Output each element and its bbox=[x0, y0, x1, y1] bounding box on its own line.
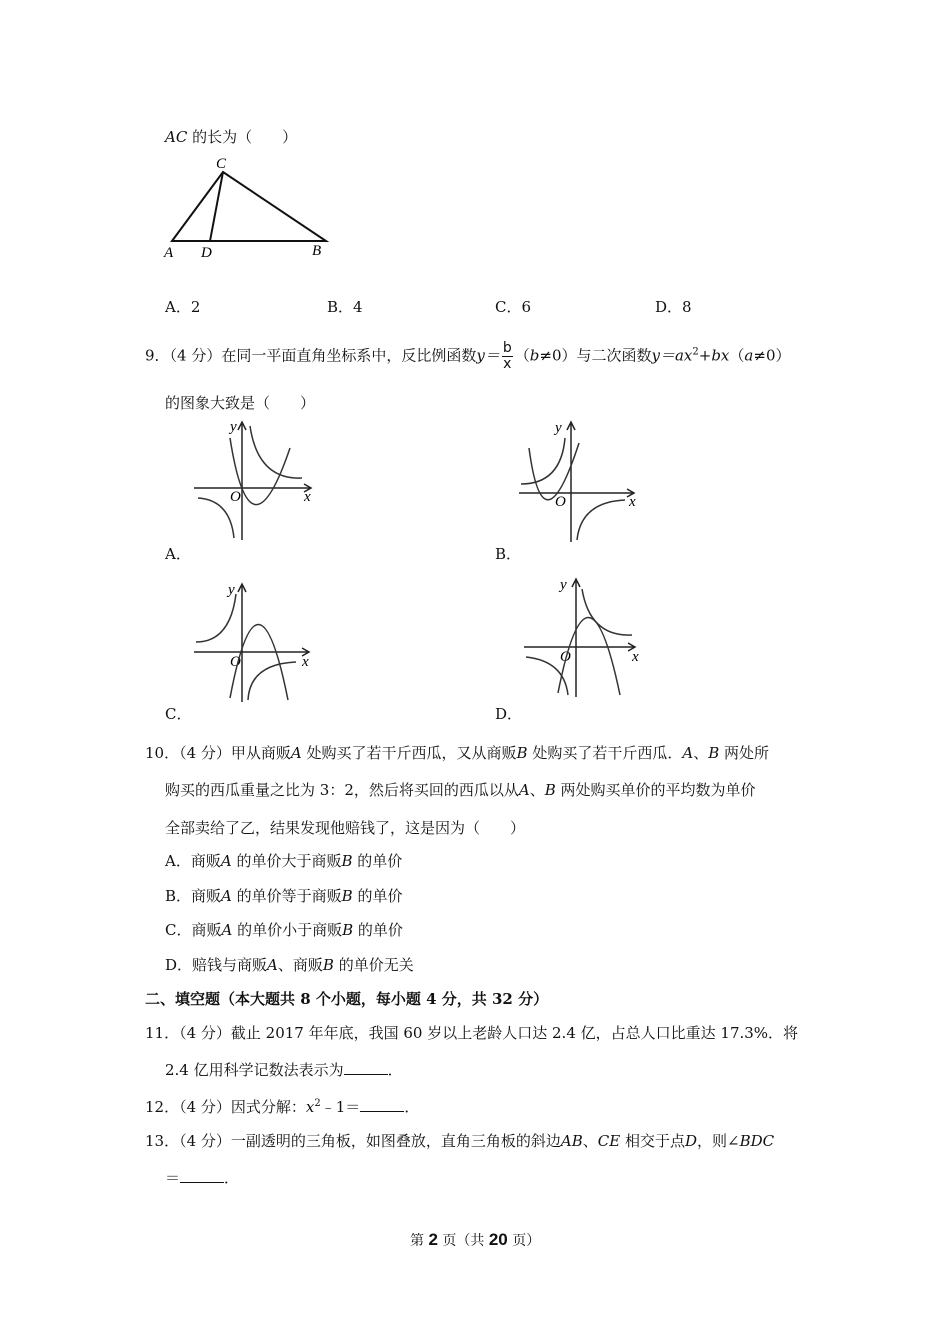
q11-stem-line2: 2.4 亿用科学记数法表示为 ． bbox=[165, 1061, 403, 1079]
q8-stem-tail bbox=[165, 126, 297, 147]
q8-triangle-figure bbox=[160, 150, 340, 265]
q9-graph-a bbox=[190, 418, 325, 543]
label-b: B bbox=[312, 243, 322, 259]
page-number: 2 bbox=[428, 1230, 438, 1249]
section-2-title: 二、填空题（本大题共 8 个小题，每小题 4 分，共 32 分） bbox=[145, 990, 549, 1008]
q11-answer-blank[interactable] bbox=[344, 1060, 388, 1075]
svg-text:y: y bbox=[228, 582, 235, 598]
hyperbola-branch-q1 bbox=[521, 438, 565, 484]
label-a: A bbox=[164, 245, 174, 261]
svg-text:O: O bbox=[230, 654, 241, 670]
q9-option-d[interactable]: D． bbox=[495, 705, 523, 723]
svg-text:O: O bbox=[230, 489, 241, 505]
q10-stem-line1: 10．（4 分）甲从商贩A 处购买了若干斤西瓜，又从商贩B 处购买了若干斤西瓜．A、B 两处所 bbox=[145, 744, 770, 762]
q10-option-b[interactable]: B．商贩A 的单价等于商贩B 的单价 bbox=[165, 887, 403, 905]
q9-option-c[interactable]: C． bbox=[165, 705, 192, 723]
q10-stem-line2: 购买的西瓜重量之比为 3：2，然后将买回的西瓜以从A、B 两处购买单价的平均数为单价 bbox=[165, 781, 756, 799]
q9-stem-line1: 9．（4 分）在同一平面直角坐标系中，反比例函数y＝ $\frac{b}{x}$ （b≠0）与二次函数$y=ax^2+bx(a\ne 0)$ bbox=[145, 340, 791, 372]
hyperbola-branch-q1 bbox=[582, 589, 632, 635]
svg-text:x: x bbox=[302, 654, 309, 670]
q8-option-c[interactable]: C．6 bbox=[495, 298, 532, 316]
svg-text:x: x bbox=[632, 649, 639, 665]
label-c: C bbox=[216, 156, 227, 172]
q9-option-a[interactable]: A． bbox=[165, 545, 191, 563]
svg-text:y: y bbox=[555, 420, 562, 436]
fraction-b-over-x: $\frac{b}{x}$ bbox=[502, 340, 512, 372]
q11-stem-line1: 11．（4 分）截止 2017 年年底，我国 60 岁以上老龄人口达 2.4 亿，占总人口比重达 17.3%．将 bbox=[145, 1024, 799, 1042]
q10-option-d[interactable]: D．赔钱与商贩A、商贩B 的单价无关 bbox=[165, 956, 414, 974]
q13-answer-blank[interactable] bbox=[180, 1168, 224, 1183]
q9-graph-b bbox=[515, 418, 645, 543]
svg-text:O: O bbox=[555, 494, 566, 510]
q10-stem-line3: 全部卖给了乙，结果发现他赔钱了，这是因为（ ） bbox=[165, 819, 526, 837]
q9-graph-c bbox=[190, 580, 325, 705]
svg-text:y: y bbox=[560, 577, 567, 593]
page-total: 20 bbox=[488, 1230, 508, 1249]
hyperbola-branch-q3 bbox=[198, 498, 234, 538]
svg-text:O: O bbox=[560, 649, 571, 665]
q8-stem-text: 的长为（ ） bbox=[187, 128, 298, 146]
q10-option-c[interactable]: C．商贩A 的单价小于商贩B 的单价 bbox=[165, 921, 403, 939]
q9-option-b[interactable]: B． bbox=[495, 545, 522, 563]
q9-graph-d bbox=[520, 575, 650, 700]
q12-stem: 12．（4 分）因式分解：$x^2﹣1=$ ． bbox=[145, 1098, 420, 1116]
svg-text:y: y bbox=[230, 419, 237, 435]
q8-var-ac: AC bbox=[165, 128, 188, 146]
svg-text:x: x bbox=[629, 494, 636, 510]
q13-stem-line1: 13．（4 分）一副透明的三角板，如图叠放，直角三角板的斜边AB、CE 相交于点D，则∠BDC bbox=[145, 1132, 775, 1150]
q13-stem-line2: ＝ ． bbox=[165, 1169, 240, 1187]
svg-text:x: x bbox=[304, 489, 311, 505]
q12-answer-blank[interactable] bbox=[360, 1097, 404, 1112]
hyperbola-branch-q4 bbox=[577, 500, 625, 540]
q8-option-d[interactable]: D．8 bbox=[655, 298, 692, 316]
q8-option-b[interactable]: B．4 bbox=[327, 298, 363, 316]
hyperbola-branch-q2 bbox=[196, 594, 236, 642]
q9-stem-line2: 的图象大致是（ ） bbox=[165, 394, 316, 412]
hyperbola-branch-q1 bbox=[250, 426, 302, 478]
label-d: D bbox=[201, 245, 212, 261]
q8-option-a[interactable]: A．2 bbox=[165, 298, 201, 316]
q10-option-a[interactable]: A．商贩A 的单价大于商贩B 的单价 bbox=[165, 852, 403, 870]
page-footer: 第 2 页（共 20 页） bbox=[410, 1230, 541, 1249]
hyperbola-branch-q4 bbox=[248, 662, 296, 700]
triangle-abc bbox=[172, 172, 326, 241]
